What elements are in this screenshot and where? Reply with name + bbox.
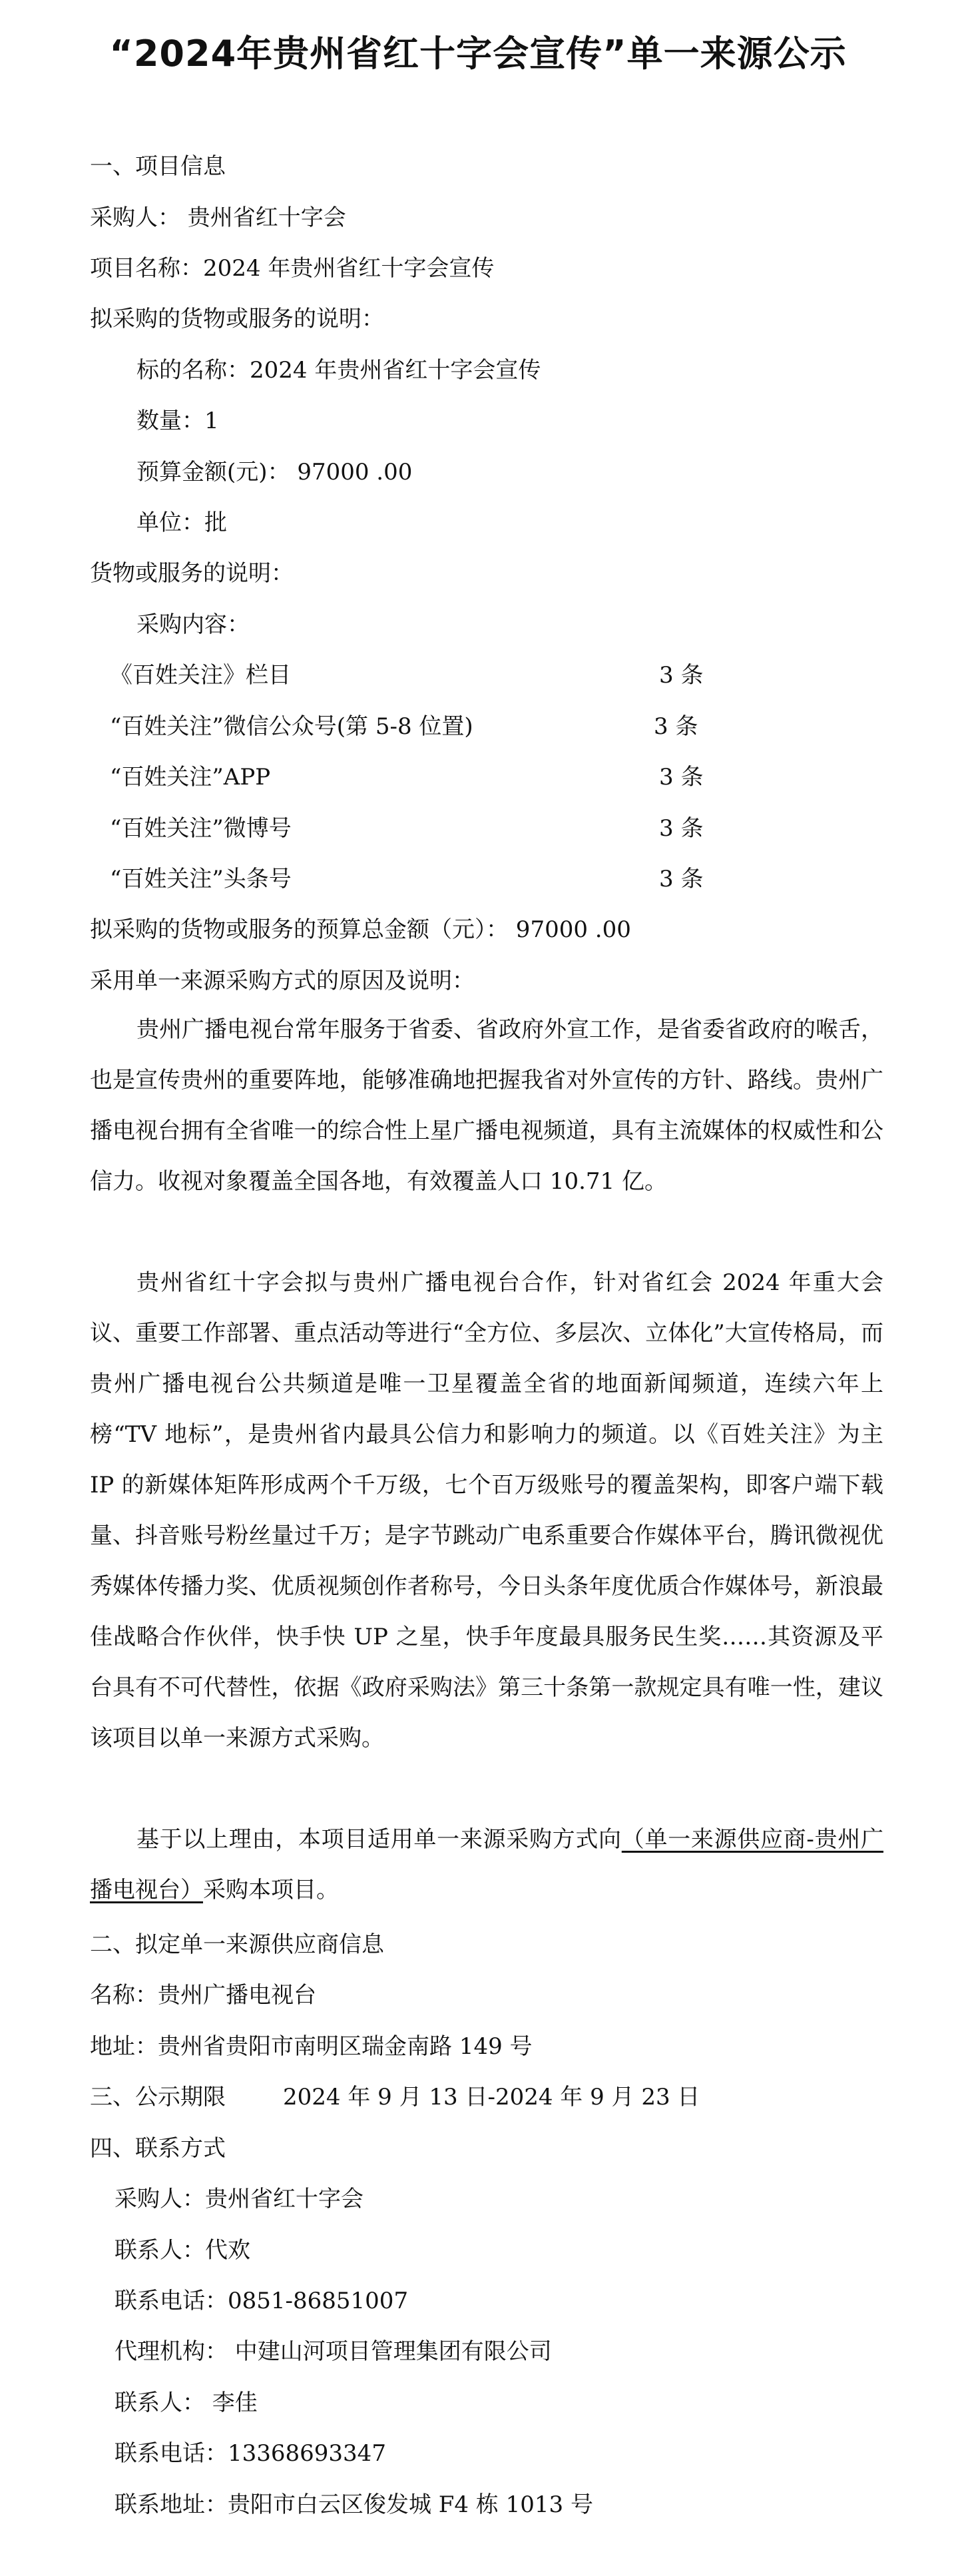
unit-line: 单位：批 [136,509,227,536]
notice-period: 2024 年 9 月 13 日-2024 年 9 月 23 日 [283,2084,700,2110]
contact-phone-2: 联系电话：13368693347 [115,2440,386,2467]
supplier-address-line: 地址：贵州省贵阳市南明区瑞金南路 149 号 [90,2033,533,2060]
content-label: 采购内容： [136,611,250,638]
section4-heading: 四、联系方式 [90,2135,226,2162]
agency-line: 代理机构： 中建山河项目管理集团有限公司 [115,2338,552,2365]
supplier-name-line: 名称：贵州广播电视台 [90,1982,316,2009]
purchaser-line: 采购人： 贵州省红十字会 [90,204,346,231]
list-item [110,662,291,689]
item-qty: 3 条 [659,815,704,842]
item-qty: 3 条 [659,866,704,892]
list-item [110,764,270,791]
item-name: “百姓关注”APP [110,764,271,791]
goods-desc-label: 拟采购的货物或服务的说明： [90,306,384,332]
subject-name-line: 标的名称：2024 年贵州省红十字会宣传 [136,357,541,384]
section1-heading: 一、项目信息 [90,153,226,180]
page-title: “2024年贵州省红十字会宣传”单一来源公示 [109,33,847,75]
contact-phone-1: 联系电话：0851-86851007 [115,2288,409,2314]
quantity-line: 数量：1 [136,408,219,434]
budget-line: 预算金额(元)： 97000 .00 [136,459,413,485]
item-name: “百姓关注”微博号 [110,815,292,842]
item-name: “百姓关注”头条号 [110,866,292,892]
reason-paragraph-1: 贵州广播电视台常年服务于省委、省政府外宣工作，是省委省政府的喉舌，也是宣传贵州的重要阵地，能够准确地把握我省对外宣传的方针、路线。贵州广播电视台拥有全省唯一的综合性上星广播电视频道，具有主流媒体的权威性和公信力。收视对象覆盖全国各地，有效覆盖人口 10.71 亿。 [90,1016,883,1195]
item-qty: 3 条 [654,713,698,740]
section3-heading: 三、公示期限 [90,2084,226,2110]
contact-person-1: 联系人：代欢 [115,2237,250,2264]
item-qty: 3 条 [659,662,704,689]
section2-heading: 二、拟定单一来源供应商信息 [90,1931,384,1958]
contact-person-2: 联系人： 李佳 [115,2390,258,2416]
item-name: 《百姓关注》栏目 [110,662,291,689]
list-item [110,815,292,842]
reason-paragraph-3 [90,1814,883,1915]
para3-text-b: 采购本项目。 [203,1877,339,1903]
item-qty: 3 条 [659,764,704,791]
item-name: “百姓关注”微信公众号(第 5-8 位置) [110,713,473,740]
list-item [110,713,473,740]
reason-label: 采用单一来源采购方式的原因及说明： [90,968,475,994]
para3-text-a: 基于以上理由，本项目适用单一来源采购方式向 [136,1826,622,1853]
reason-paragraph-2: 贵州省红十字会拟与贵州广播电视台合作，针对省红会 2024 年重大会议、重要工作部署、重点活动等进行“全方位、多层次、立体化”大宣传格局，而贵州广播电视台公共频道是唯一卫星覆盖全省的地面新闻频道，连续六年上榜“TV 地标”，是贵州省内最具公信力和影响力的频道。以《百姓关注》为主 IP 的新媒体矩阵形成两个千万级，七个百万级账号的覆盖架构，即客户端下载量、抖音账号粉丝量过千万；是字节跳动广电系重要合作媒体平台，腾讯微视优秀媒体传播力奖、优质视频创作者称号，今日头条年度优质合作媒体号，新浪最佳战略合作伙伴，快手快 UP 之星，快手年度最具服务民生奖……其资源及平台具有不可代替性，依据《政府采购法》第三十条第一款规定具有唯一性，建议该项目以单一来源方式采购。 [90,1269,883,1752]
list-item [110,866,292,892]
contact-address-2: 联系地址：贵阳市白云区俊发城 F4 栋 1013 号 [115,2491,593,2518]
project-name-line: 项目名称：2024 年贵州省红十字会宣传 [90,255,495,282]
contact-purchaser-line: 采购人：贵州省红十字会 [115,2186,363,2212]
total-budget-line: 拟采购的货物或服务的预算总金额（元）： 97000 .00 [90,916,631,943]
goods-service-label: 货物或服务的说明： [90,560,294,587]
para3-supplier-underlined: （单一来源供应商-贵州广播电视台） [90,1826,883,1903]
